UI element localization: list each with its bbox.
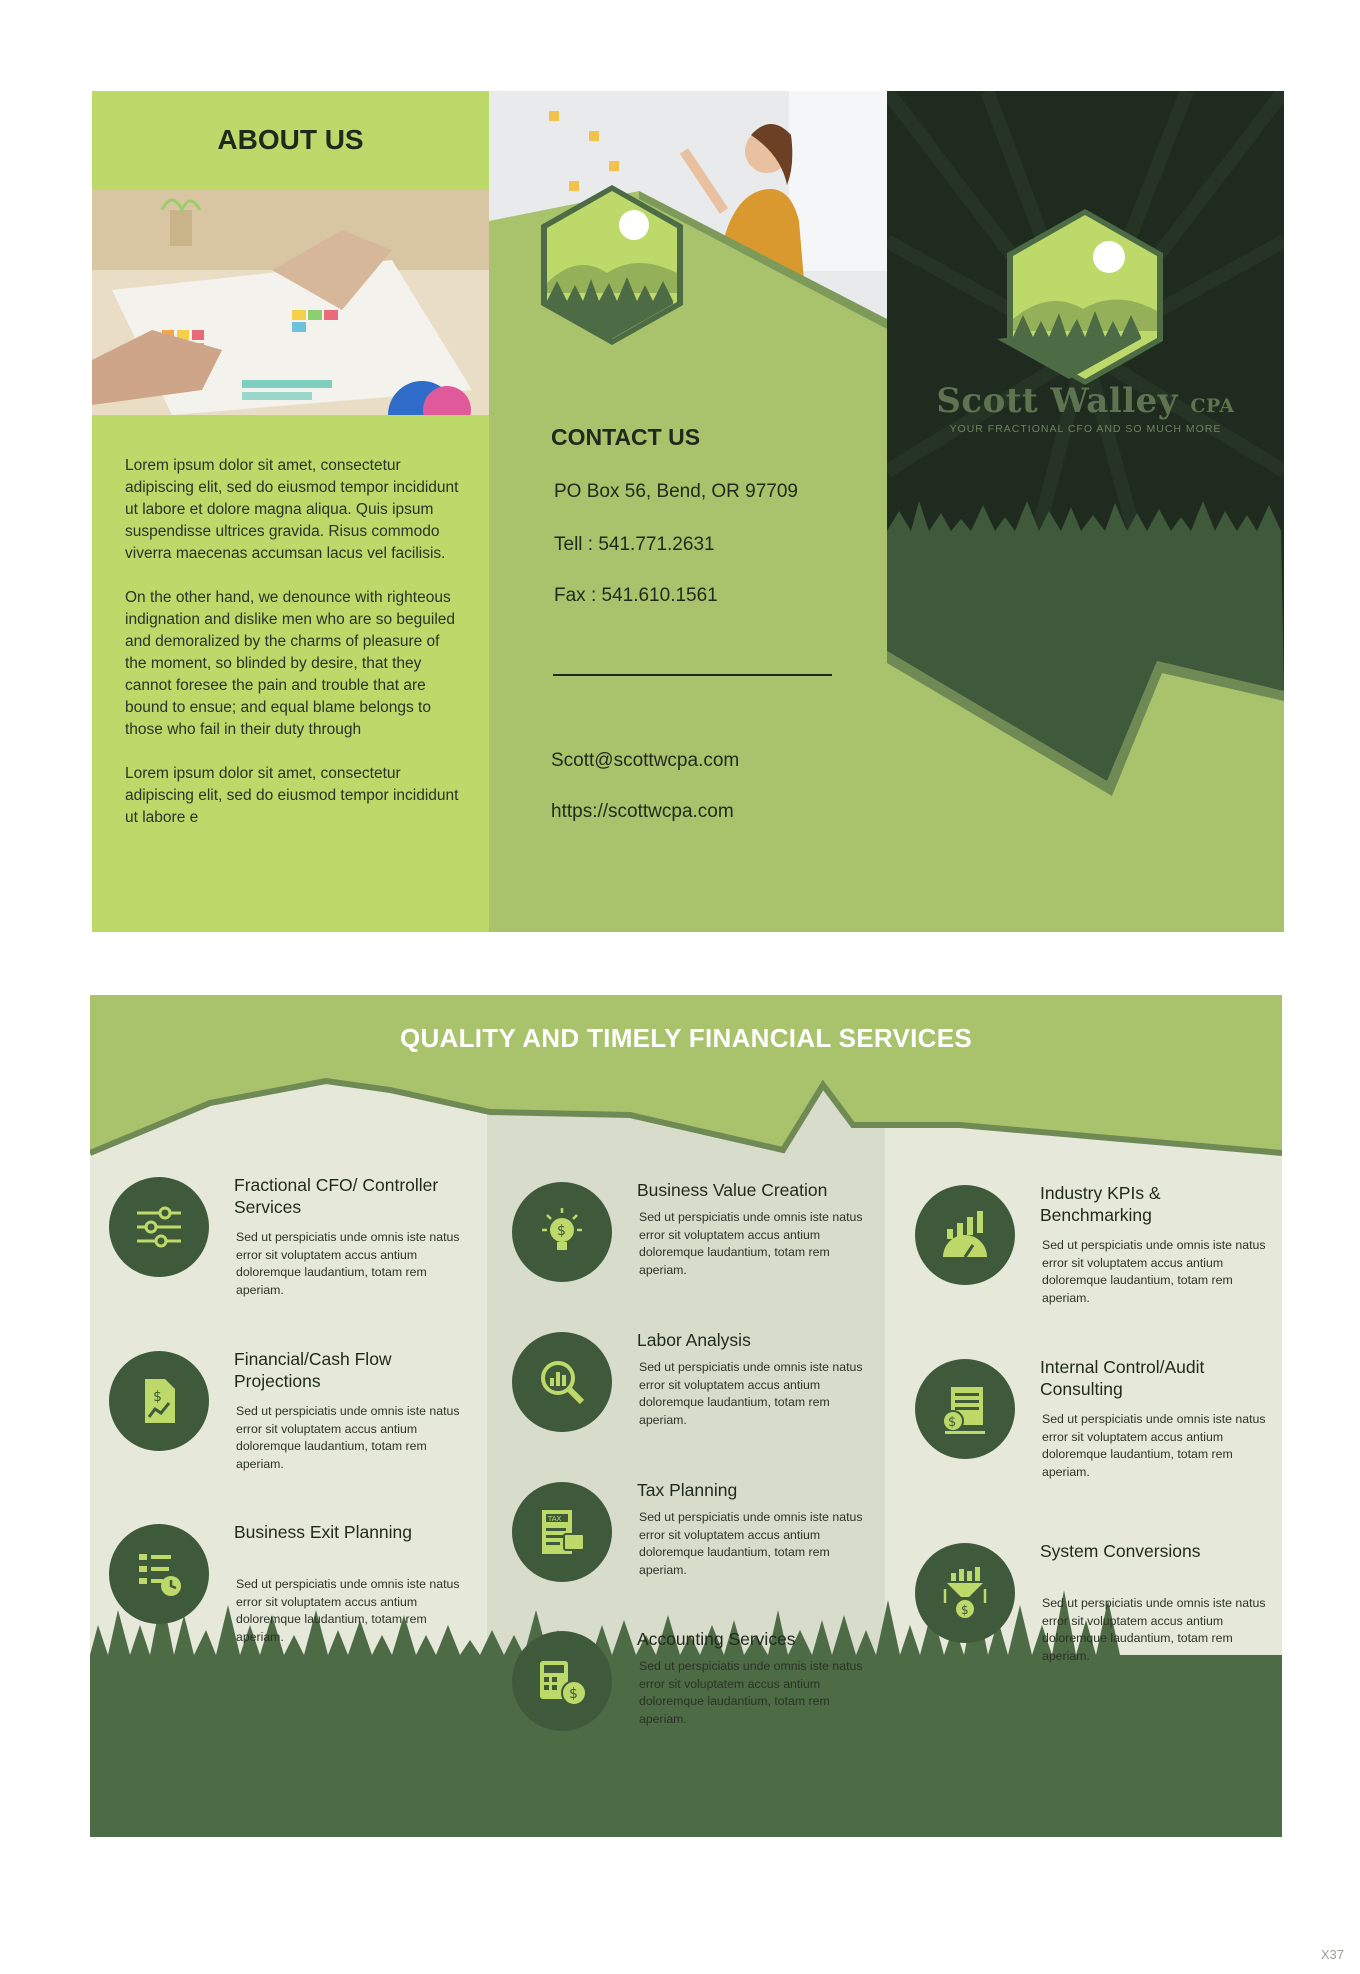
- service-name: Tax Planning: [637, 1480, 738, 1500]
- svg-text:$: $: [153, 1389, 162, 1405]
- cover-panel: [887, 91, 1284, 932]
- hexagon-logo-icon: [537, 183, 687, 347]
- about-paragraph: Lorem ipsum dolor sit amet, consectetur adipiscing elit, sed do eiusmod tempor incididunt ut labore e: [125, 765, 459, 826]
- brochure-outside: [92, 91, 1284, 932]
- svg-text:$: $: [557, 1223, 566, 1239]
- contact-email[interactable]: Scott@scottwcpa.com: [551, 750, 740, 771]
- svg-text:$: $: [948, 1415, 957, 1430]
- brand-tagline: YOUR FRACTIONAL CFO AND SO MUCH MORE: [949, 423, 1222, 435]
- svg-text:TAX: TAX: [548, 1515, 562, 1523]
- service-description: Sed ut perspiciatis unde omnis iste natus error sit voluptatem accus antium doloremque laudantium, totam rem aperiam.: [639, 1510, 863, 1577]
- page-code: X37: [1320, 1947, 1344, 1962]
- checklist-clock-icon: [109, 1524, 209, 1624]
- about-paragraph: Lorem ipsum dolor sit amet, consectetur adipiscing elit, sed do eiusmod tempor incididunt ut labore et dolore magna aliqua. Quis ipsum suspendisse ultrices gravida. Risus commodo viverra maecenas accumsan lacus vel facilisis.: [125, 457, 459, 562]
- svg-text:$: $: [569, 1686, 578, 1702]
- gauge-bars-icon: [915, 1185, 1015, 1285]
- service-name: Industry KPIs & Benchmarking: [1040, 1183, 1161, 1225]
- service-description: Sed ut perspiciatis unde omnis iste natus error sit voluptatem accus antium doloremque laudantium, totam rem aperiam.: [236, 1577, 460, 1644]
- sliders-icon: [109, 1177, 209, 1277]
- service-description: Sed ut perspiciatis unde omnis iste natus error sit voluptatem accus antium doloremque laudantium, totam rem aperiam.: [1042, 1238, 1266, 1305]
- service-name: Business Value Creation: [637, 1180, 828, 1200]
- svg-text:$: $: [961, 1603, 969, 1617]
- service-description: Sed ut perspiciatis unde omnis iste natus error sit voluptatem accus antium doloremque laudantium, totam rem aperiam.: [1042, 1412, 1266, 1479]
- contact-divider: [553, 674, 832, 676]
- idea-dollar-icon: [512, 1182, 612, 1282]
- brand-name: Scott Walley CPA: [936, 381, 1235, 421]
- brand-suffix: CPA: [1190, 395, 1235, 417]
- office-photo: [92, 190, 489, 415]
- service-name: Financial/Cash Flow Projections: [234, 1349, 392, 1391]
- service-name: Fractional CFO/ Controller Services: [234, 1175, 439, 1217]
- service-description: Sed ut perspiciatis unde omnis iste natus error sit voluptatem accus antium doloremque laudantium, totam rem aperiam.: [639, 1659, 863, 1726]
- service-name: Business Exit Planning: [234, 1522, 413, 1542]
- service-description: Sed ut perspiciatis unde omnis iste natus error sit voluptatem accus antium doloremque laudantium, totam rem aperiam.: [236, 1404, 460, 1471]
- service-name: System Conversions: [1040, 1541, 1201, 1561]
- contact-phone: Tell : 541.771.2631: [554, 534, 715, 555]
- about-paragraph: On the other hand, we denounce with righteous indignation and dislike men who are so beguiled and demoralized by the charms of pleasure of the moment, so blinded by desire, that they cannot foresee the pain and trouble that are bound to ensue; and equal blame belongs to those who fail in their duty through: [125, 589, 456, 738]
- contact-fax: Fax : 541.610.1561: [554, 585, 718, 606]
- contact-address: PO Box 56, Bend, OR 97709: [554, 481, 798, 502]
- service-name: Labor Analysis: [637, 1330, 751, 1350]
- about-text: [125, 455, 460, 851]
- contact-website[interactable]: https://scottwcpa.com: [551, 801, 734, 822]
- conversion-funnel-icon: [915, 1543, 1015, 1643]
- cover-art: [887, 91, 1284, 932]
- contact-panel: [489, 91, 887, 932]
- service-description: Sed ut perspiciatis unde omnis iste natus error sit voluptatem accus antium doloremque laudantium, totam rem aperiam.: [236, 1230, 460, 1297]
- magnify-chart-icon: [512, 1332, 612, 1432]
- calculator-moneybag-icon: [512, 1631, 612, 1731]
- about-title: ABOUT US: [217, 124, 364, 155]
- tax-wallet-icon: [512, 1482, 612, 1582]
- about-panel: [92, 91, 489, 932]
- contact-title: CONTACT US: [551, 424, 701, 450]
- service-name: Internal Control/Audit Consulting: [1040, 1357, 1205, 1399]
- service-description: Sed ut perspiciatis unde omnis iste natus error sit voluptatem accus antium doloremque laudantium, totam rem aperiam.: [1042, 1596, 1266, 1663]
- service-description: Sed ut perspiciatis unde omnis iste natus error sit voluptatem accus antium doloremque laudantium, totam rem aperiam.: [639, 1210, 863, 1277]
- brand-block: [887, 381, 1284, 435]
- audit-report-icon: [915, 1359, 1015, 1459]
- services-title: QUALITY AND TIMELY FINANCIAL SERVICES: [399, 1023, 973, 1053]
- service-name: Accounting Services: [637, 1629, 796, 1649]
- brochure-inside: [90, 995, 1282, 1837]
- service-description: Sed ut perspiciatis unde omnis iste natus error sit voluptatem accus antium doloremque laudantium, totam rem aperiam.: [639, 1360, 863, 1427]
- cash-document-icon: [109, 1351, 209, 1451]
